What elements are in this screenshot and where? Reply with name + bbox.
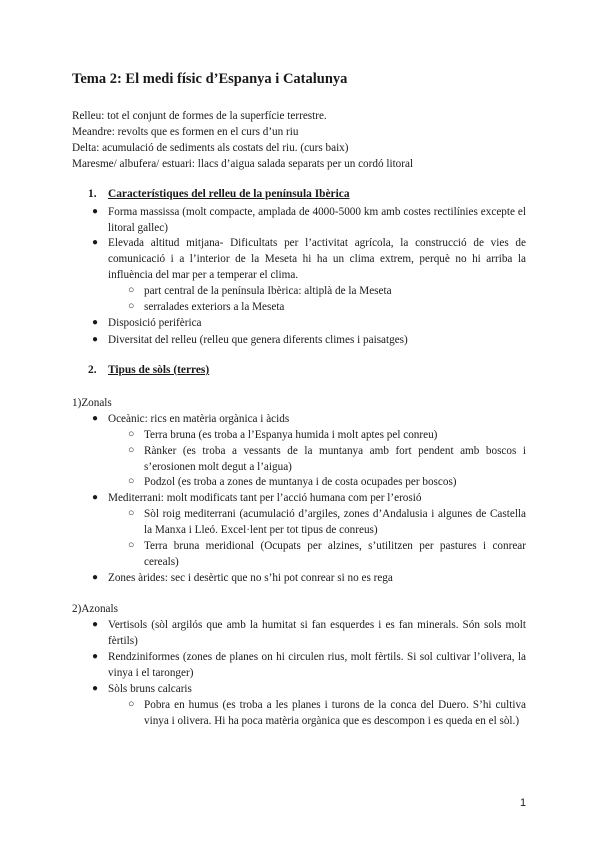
definition-relleu: Relleu: tot el conjunt de formes de la superfície terrestre. [72, 110, 327, 122]
bullet-icon: ● [92, 572, 99, 583]
list-item: Mediterrani: molt modificats tant per l’acció humana com per l’erosió [108, 492, 422, 504]
hollow-bullet-icon: ○ [128, 476, 135, 487]
bullet-icon: ● [92, 237, 99, 248]
section-2-heading [88, 362, 209, 378]
list-item: Sòls bruns calcaris [108, 683, 192, 695]
sub-list-item: part central de la península Ibèrica: altiplà de la Meseta [144, 285, 392, 297]
bullet-icon: ● [92, 206, 99, 217]
document-title: Tema 2: El medi físic d’Espanya i Catalunya [72, 71, 348, 87]
list-item: Rendziniformes (zones de planes on hi circulen rius, molt fèrtils. Si sol cultivar l’olivera, la vinya i el taronger) [108, 651, 526, 679]
bullet-icon: ● [92, 413, 99, 424]
zonals-label: 1)Zonals [72, 397, 112, 409]
section-1-number: 1. [88, 188, 97, 200]
bullet-icon: ● [92, 334, 99, 345]
section-2-number: 2. [88, 364, 97, 376]
hollow-bullet-icon: ○ [128, 445, 135, 456]
list-item: Elevada altitud mitjana- Dificultats per l’activitat agrícola, la construcció de vies de comunicació i a l’interior de la Meseta hi ha un clima extrem, perquè no hi arriba la influència del mar per a temperar el clima. [108, 237, 526, 281]
hollow-bullet-icon: ○ [128, 301, 135, 312]
bullet-icon: ● [92, 317, 99, 328]
hollow-bullet-icon: ○ [128, 508, 135, 519]
definition-delta: Delta: acumulació de sediments als costats del riu. (curs baix) [72, 142, 349, 154]
list-item: Oceànic: rics en matèria orgànica i àcids [108, 413, 290, 425]
definition-meandre: Meandre: revolts que es formen en el curs d’un riu [72, 126, 299, 138]
section-1-heading [88, 186, 350, 202]
bullet-icon: ● [92, 683, 99, 694]
section-2-title: Tipus de sòls (terres) [108, 364, 210, 376]
list-item: Forma massissa (molt compacte, amplada de 4000-5000 km amb costes rectilínies excepte el litoral gallec) [108, 206, 526, 234]
hollow-bullet-icon: ○ [128, 699, 135, 710]
sub-list-item: Podzol (es troba a zones de muntanya i de costa ocupades per boscos) [144, 476, 457, 488]
list-item: Diversitat del relleu (relleu que genera diferents climes i paisatges) [108, 334, 408, 346]
hollow-bullet-icon: ○ [128, 285, 135, 296]
page-number: 1 [520, 797, 527, 809]
sub-list-item: Terra bruna (es troba a l’Espanya humida i molt aptes pel conreu) [144, 429, 438, 441]
bullet-icon: ● [92, 619, 99, 630]
section-1-title: Característiques del relleu de la península Ibèrica [108, 188, 350, 200]
sub-list-item: serralades exteriors a la Meseta [144, 301, 285, 313]
bullet-icon: ● [92, 492, 99, 503]
sub-list-item: Pobra en humus (es troba a les planes i turons de la conca del Duero. S’hi cultiva vinya i olivera. Hi ha poca matèria orgànica que es descompon i es queda en el sòl.) [144, 699, 526, 727]
list-item: Zones àrides: sec i desèrtic que no s’hi pot conrear si no es rega [108, 572, 393, 584]
list-item: Vertisols (sòl argilós que amb la humitat si fan esquerdes i es fan minerals. Són sols molt fèrtils) [108, 619, 526, 647]
sub-list-item: Sòl roig mediterrani (acumulació d’argiles, zones d’Andalusia i algunes de Castella la Manxa i Lleó. Excel·lent per tot tipus de conreus) [144, 508, 526, 536]
sub-list-item: Rànker (es troba a vessants de la muntanya amb fort pendent amb boscos i s’erosionen molt degut a l’aigua) [144, 445, 526, 473]
definition-maresme: Maresme/ albufera/ estuari: llacs d’aigua salada separats per un cordó litoral [72, 158, 414, 170]
hollow-bullet-icon: ○ [128, 429, 135, 440]
bullet-icon: ● [92, 651, 99, 662]
azonals-label: 2)Azonals [72, 603, 118, 615]
list-item: Disposició perifèrica [108, 317, 202, 329]
sub-list-item: Terra bruna meridional (Ocupats per alzines, s’utilitzen per pastures i conrear cereals) [144, 540, 526, 568]
hollow-bullet-icon: ○ [128, 540, 135, 551]
